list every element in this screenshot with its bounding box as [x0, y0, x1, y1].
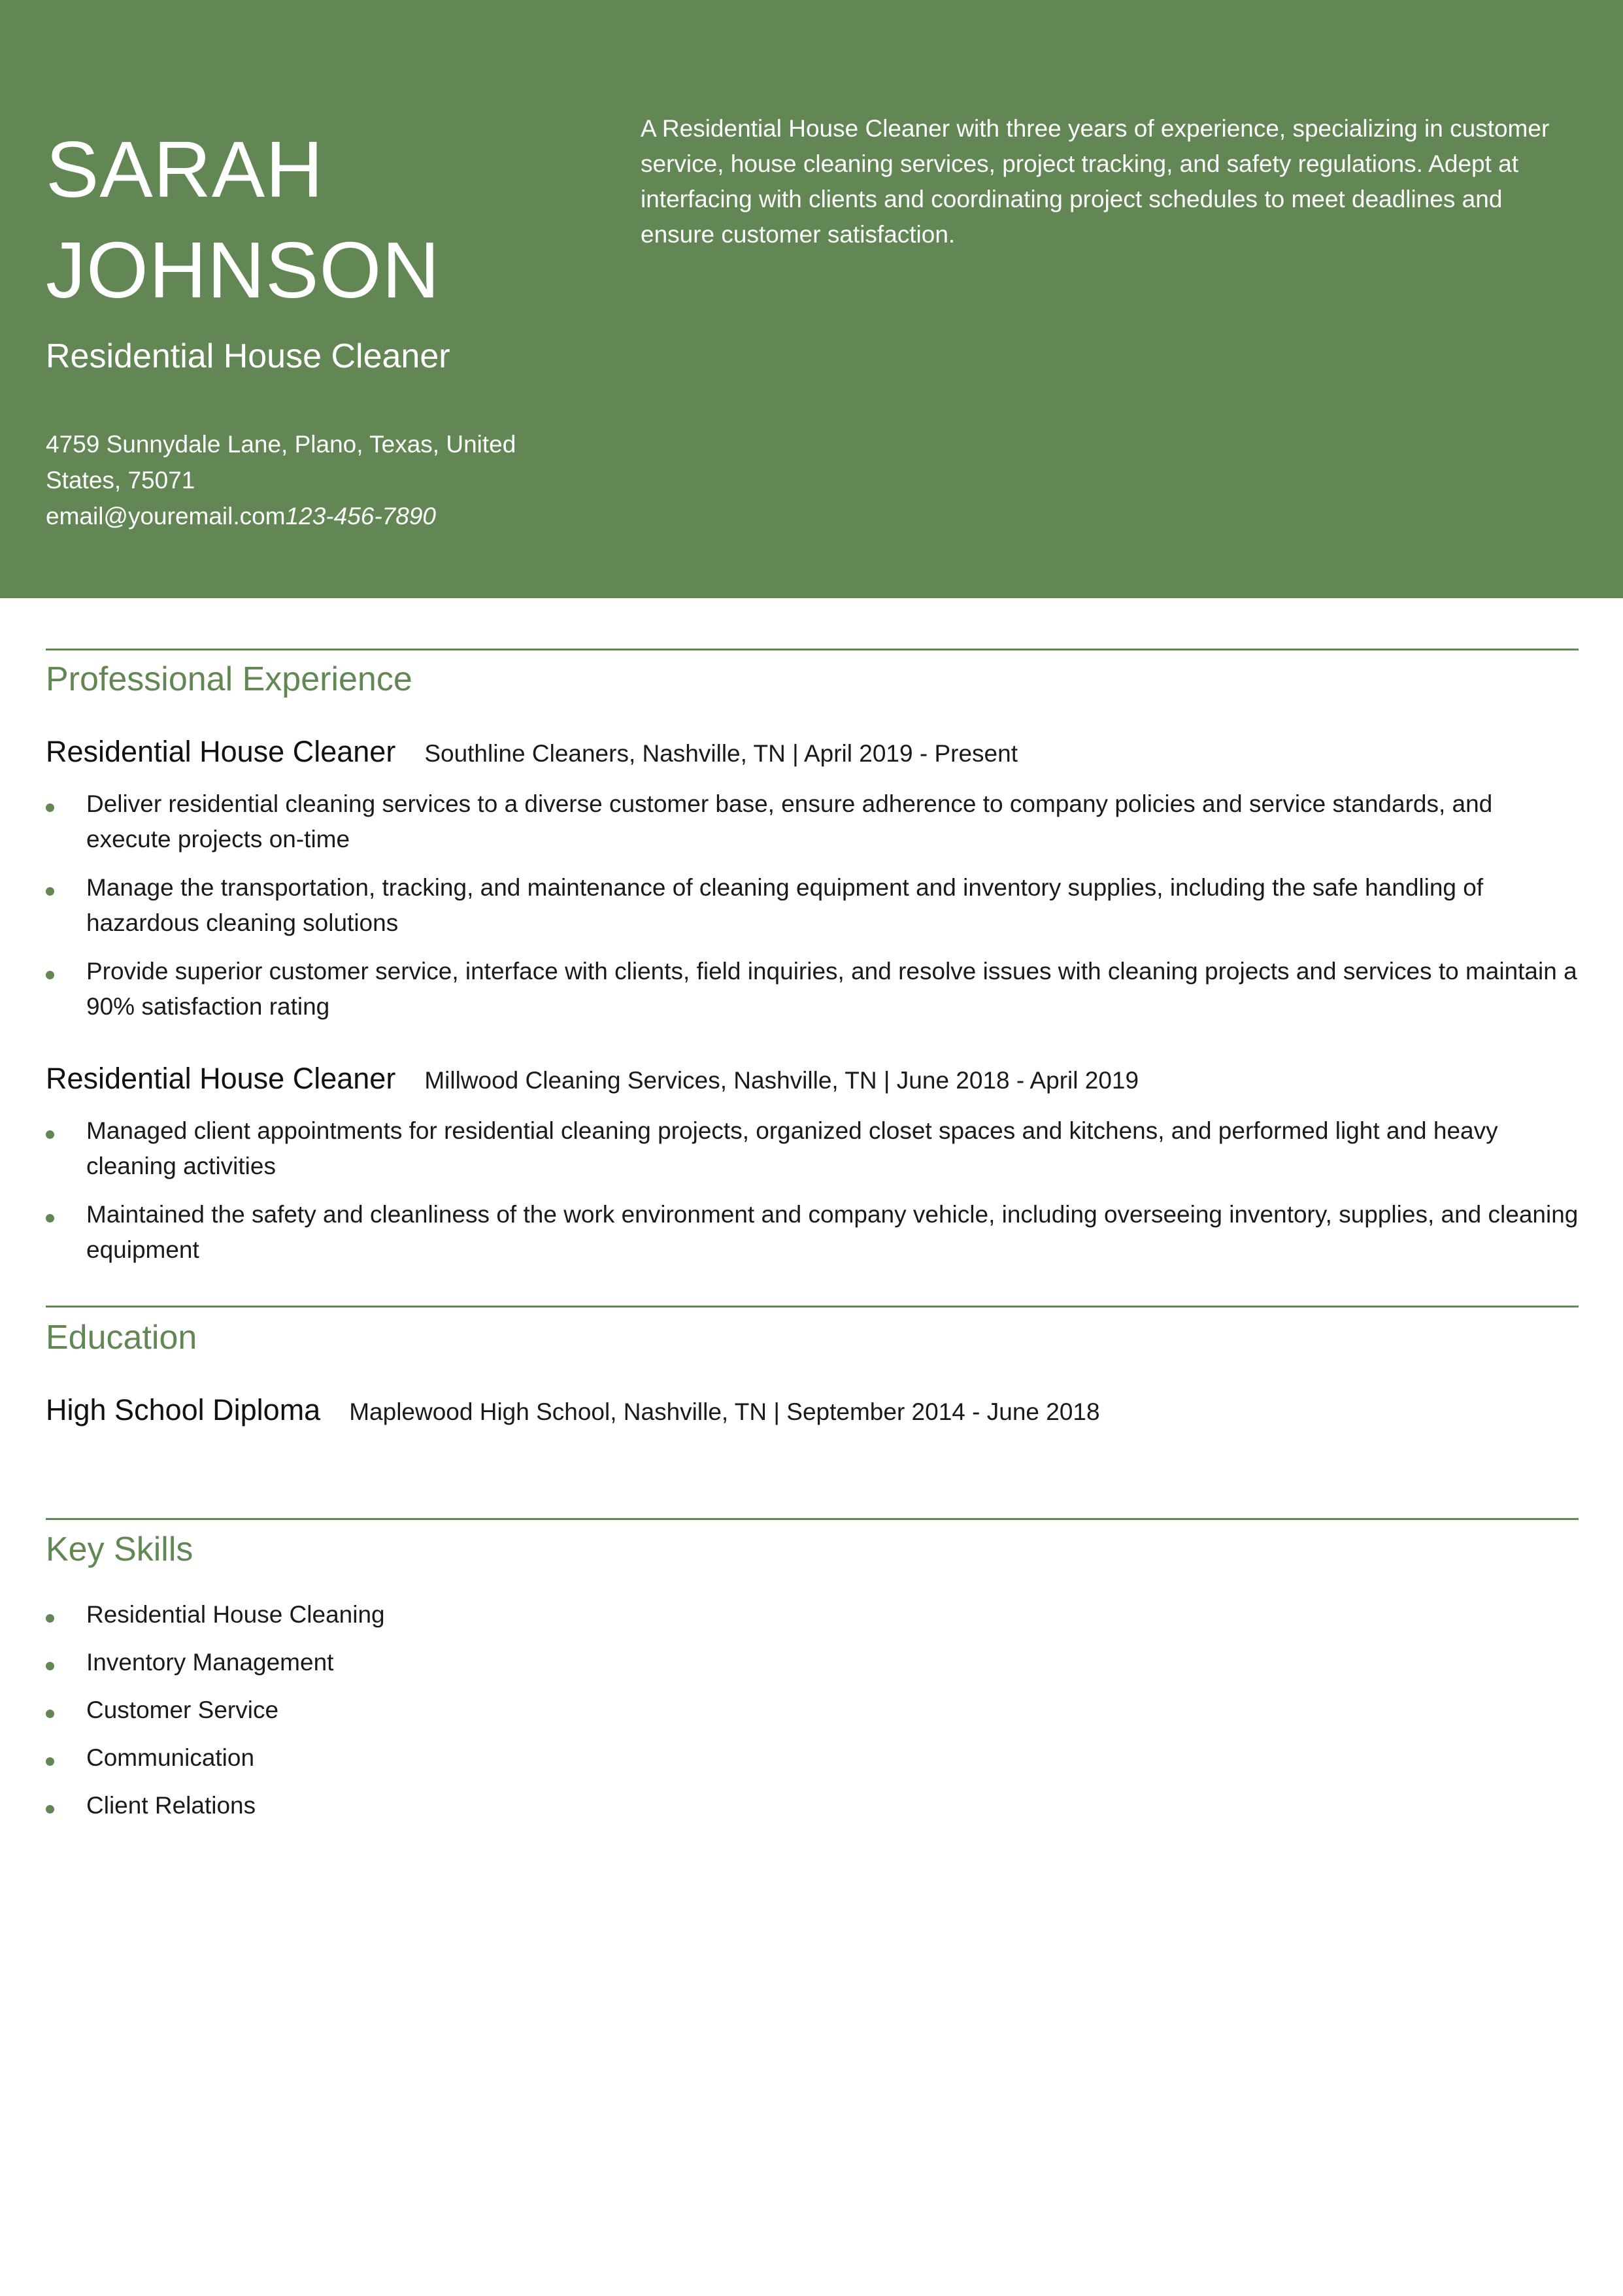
bullet-icon [46, 1805, 54, 1814]
bullet-icon [46, 971, 54, 979]
degree: High School Diploma [46, 1393, 321, 1427]
job-bullets [46, 786, 1579, 1024]
experience-section-title: Professional Experience [46, 660, 412, 698]
bullet-icon [46, 1130, 54, 1139]
bullet-icon [46, 1710, 54, 1718]
job-title: Residential House Cleaner [46, 337, 450, 375]
job-role: Residential House Cleaner [46, 735, 396, 768]
bullet-icon [46, 1757, 54, 1766]
list-item: Manage the transportation, tracking, and maintenance of cleaning equipment and inventory supplies, including the safe handling of hazardous cleaning solutions [46, 870, 1579, 941]
section-divider [46, 1306, 1579, 1308]
job-role: Residential House Cleaner [46, 1062, 396, 1095]
email: email@youremail.com [46, 503, 286, 530]
job-meta: Southline Cleaners, Nashville, TN | April 2019 - Present [424, 740, 1018, 767]
list-item: Client Relations [46, 1788, 1579, 1823]
list-item: Managed client appointments for residential cleaning projects, organized closet spaces and kitchens, and performed light and heavy cleaning activities [46, 1113, 1579, 1184]
professional-summary: A Residential House Cleaner with three years of experience, specializing in customer service, house cleaning services, project tracking, and safety regulations. Adept at interfacing with clients and coordinating project schedules to meet deadlines and ensure customer satisfaction. [641, 115, 1550, 248]
job-bullets [46, 1113, 1579, 1268]
skills-list [46, 1597, 1579, 1823]
job-entry-header [46, 732, 1018, 773]
candidate-name [46, 119, 569, 320]
bullet-icon [46, 1662, 54, 1670]
list-item: Deliver residential cleaning services to a diverse customer base, ensure adherence to company policies and service standards, and execute projects on-time [46, 786, 1579, 857]
education-entry-header [46, 1391, 1100, 1432]
bullet-icon [46, 803, 54, 812]
list-item: Residential House Cleaning [46, 1597, 1579, 1632]
first-name: SARAH [46, 125, 324, 214]
bullet-icon [46, 887, 54, 896]
bullet-icon [46, 1214, 54, 1223]
job-meta: Millwood Cleaning Services, Nashville, TN | June 2018 - April 2019 [424, 1067, 1139, 1094]
last-name: JOHNSON [46, 226, 441, 314]
list-item: Communication [46, 1740, 1579, 1776]
job-entry-header [46, 1059, 1139, 1100]
education-section-title: Education [46, 1319, 197, 1357]
list-item: Inventory Management [46, 1645, 1579, 1680]
bullet-icon [46, 1614, 54, 1623]
resume-header [0, 0, 1623, 598]
skills-section-title: Key Skills [46, 1530, 193, 1568]
school-meta: Maplewood High School, Nashville, TN | September 2014 - June 2018 [349, 1398, 1100, 1425]
section-divider [46, 1518, 1579, 1520]
phone: 123-456-7890 [285, 503, 436, 530]
contact-line [46, 498, 436, 534]
section-divider [46, 649, 1579, 650]
address: 4759 Sunnydale Lane, Plano, Texas, United States, 75071 [46, 431, 516, 494]
list-item: Customer Service [46, 1693, 1579, 1728]
list-item: Provide superior customer service, interface with clients, field inquiries, and resolve issues with cleaning projects and services to maintain a 90% satisfaction rating [46, 954, 1579, 1024]
list-item: Maintained the safety and cleanliness of the work environment and company vehicle, including overseeing inventory, supplies, and cleaning equipment [46, 1197, 1579, 1268]
